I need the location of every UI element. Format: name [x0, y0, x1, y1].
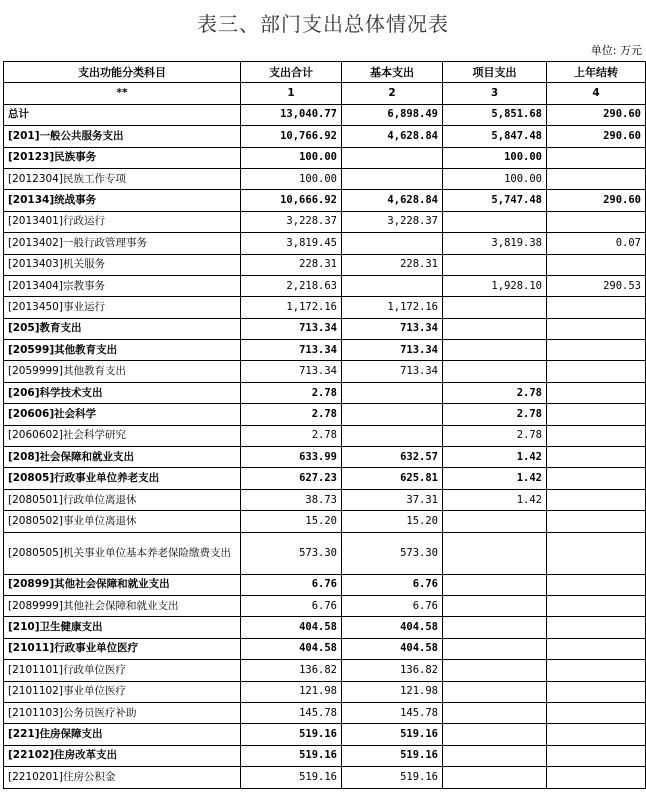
- project-cell: [443, 681, 547, 702]
- basic-cell: 3,228.37: [342, 211, 443, 232]
- carryover-cell: [547, 660, 646, 681]
- total-cell: 2.78: [241, 425, 342, 446]
- total-cell: 2,218.63: [241, 275, 342, 296]
- table-row: [4, 702, 646, 723]
- table-row: [4, 767, 646, 788]
- total-cell: 100.00: [241, 168, 342, 189]
- project-cell: [443, 745, 547, 766]
- project-cell: 1.42: [443, 447, 547, 468]
- table-row: [4, 318, 646, 339]
- table-row: [4, 681, 646, 702]
- category-cell: [210]卫生健康支出: [4, 617, 241, 638]
- total-cell: 2.78: [241, 404, 342, 425]
- total-cell: 6.76: [241, 574, 342, 595]
- total-cell: 573.30: [241, 532, 342, 574]
- total-cell: 713.34: [241, 340, 342, 361]
- total-cell: 627.23: [241, 468, 342, 489]
- project-cell: 5,851.68: [443, 104, 547, 125]
- carryover-cell: [547, 468, 646, 489]
- category-cell: [2013401]行政运行: [4, 211, 241, 232]
- carryover-cell: [547, 297, 646, 318]
- category-cell: [20599]其他教育支出: [4, 340, 241, 361]
- basic-cell: 632.57: [342, 447, 443, 468]
- carryover-cell: [547, 168, 646, 189]
- carryover-cell: [547, 382, 646, 403]
- table-row: [4, 211, 646, 232]
- total-cell: 145.78: [241, 702, 342, 723]
- table-row: [4, 660, 646, 681]
- carryover-cell: [547, 340, 646, 361]
- category-cell: [208]社会保障和就业支出: [4, 447, 241, 468]
- project-cell: [443, 254, 547, 275]
- project-cell: 5,847.48: [443, 126, 547, 147]
- table-body: [4, 104, 646, 788]
- total-cell: 2.78: [241, 382, 342, 403]
- total-cell: 3,819.45: [241, 233, 342, 254]
- category-cell: [2080502]事业单位离退休: [4, 511, 241, 532]
- carryover-cell: 290.53: [547, 275, 646, 296]
- carryover-cell: [547, 489, 646, 510]
- index-cell: 4: [547, 83, 646, 104]
- carryover-cell: [547, 425, 646, 446]
- category-cell: [221]住房保障支出: [4, 724, 241, 745]
- basic-cell: 1,172.16: [342, 297, 443, 318]
- total-cell: 13,040.77: [241, 104, 342, 125]
- carryover-cell: [547, 254, 646, 275]
- total-cell: 228.31: [241, 254, 342, 275]
- project-cell: [443, 340, 547, 361]
- category-cell: [20606]社会科学: [4, 404, 241, 425]
- total-cell: 519.16: [241, 745, 342, 766]
- index-cell: 1: [241, 83, 342, 104]
- category-cell: [2013404]宗教事务: [4, 275, 241, 296]
- category-cell: [2059999]其他教育支出: [4, 361, 241, 382]
- index-cell: 3: [443, 83, 547, 104]
- project-cell: 3,819.38: [443, 233, 547, 254]
- col-header-project: 项目支出: [443, 62, 547, 83]
- basic-cell: [342, 147, 443, 168]
- expenditure-table: [3, 61, 646, 789]
- category-cell: [20899]其他社会保障和就业支出: [4, 574, 241, 595]
- table-row: [4, 511, 646, 532]
- table-row: [4, 638, 646, 659]
- category-cell: [2101103]公务员医疗补助: [4, 702, 241, 723]
- table-row: [4, 233, 646, 254]
- category-cell: [205]教育支出: [4, 318, 241, 339]
- project-cell: 5,747.48: [443, 190, 547, 211]
- carryover-cell: [547, 745, 646, 766]
- table-row: [4, 297, 646, 318]
- table-row: [4, 126, 646, 147]
- project-cell: [443, 767, 547, 788]
- category-cell: [2080505]机关事业单位基本养老保险缴费支出: [4, 532, 241, 574]
- col-header-carryover: 上年结转: [547, 62, 646, 83]
- total-cell: 1,172.16: [241, 297, 342, 318]
- carryover-cell: [547, 702, 646, 723]
- project-cell: 2.78: [443, 382, 547, 403]
- basic-cell: [342, 404, 443, 425]
- project-cell: [443, 318, 547, 339]
- basic-cell: 404.58: [342, 617, 443, 638]
- table-row: [4, 447, 646, 468]
- project-cell: [443, 532, 547, 574]
- basic-cell: 519.16: [342, 745, 443, 766]
- basic-cell: 145.78: [342, 702, 443, 723]
- category-cell: 总计: [4, 104, 241, 125]
- project-cell: [443, 574, 547, 595]
- category-cell: [2012304]民族工作专项: [4, 168, 241, 189]
- basic-cell: 136.82: [342, 660, 443, 681]
- total-cell: 713.34: [241, 361, 342, 382]
- total-cell: 713.34: [241, 318, 342, 339]
- project-cell: 2.78: [443, 404, 547, 425]
- total-cell: 10,766.92: [241, 126, 342, 147]
- table-row: [4, 168, 646, 189]
- category-cell: [2101101]行政单位医疗: [4, 660, 241, 681]
- table-row: [4, 340, 646, 361]
- basic-cell: [342, 168, 443, 189]
- carryover-cell: [547, 361, 646, 382]
- project-cell: 100.00: [443, 168, 547, 189]
- basic-cell: [342, 425, 443, 446]
- basic-cell: 37.31: [342, 489, 443, 510]
- total-cell: 100.00: [241, 147, 342, 168]
- carryover-cell: [547, 574, 646, 595]
- carryover-cell: [547, 447, 646, 468]
- carryover-cell: 290.60: [547, 190, 646, 211]
- project-cell: 2.78: [443, 425, 547, 446]
- project-cell: [443, 724, 547, 745]
- basic-cell: 713.34: [342, 340, 443, 361]
- project-cell: 1.42: [443, 468, 547, 489]
- project-cell: [443, 617, 547, 638]
- table-row: [4, 532, 646, 574]
- basic-cell: 121.98: [342, 681, 443, 702]
- table-row: [4, 104, 646, 125]
- basic-cell: 228.31: [342, 254, 443, 275]
- carryover-cell: [547, 404, 646, 425]
- category-cell: [2210201]住房公积金: [4, 767, 241, 788]
- category-cell: [2013403]机关服务: [4, 254, 241, 275]
- basic-cell: 6.76: [342, 595, 443, 616]
- project-cell: [443, 595, 547, 616]
- table-row: [4, 254, 646, 275]
- category-cell: [2101102]事业单位医疗: [4, 681, 241, 702]
- table-row: [4, 275, 646, 296]
- carryover-cell: [547, 638, 646, 659]
- table-row: [4, 468, 646, 489]
- carryover-cell: [547, 318, 646, 339]
- index-cell: **: [4, 83, 241, 104]
- project-cell: [443, 702, 547, 723]
- total-cell: 121.98: [241, 681, 342, 702]
- basic-cell: 4,628.84: [342, 190, 443, 211]
- basic-cell: 713.34: [342, 318, 443, 339]
- project-cell: [443, 660, 547, 681]
- unit-label: 单位: 万元: [590, 44, 642, 57]
- carryover-cell: [547, 147, 646, 168]
- carryover-cell: [547, 724, 646, 745]
- table-row: [4, 190, 646, 211]
- table-row: [4, 595, 646, 616]
- table-row: [4, 361, 646, 382]
- carryover-cell: 0.07: [547, 233, 646, 254]
- carryover-cell: [547, 681, 646, 702]
- index-row: [4, 83, 646, 104]
- category-cell: [2013450]事业运行: [4, 297, 241, 318]
- basic-cell: 573.30: [342, 532, 443, 574]
- carryover-cell: [547, 617, 646, 638]
- page-title: 表三、部门支出总体情况表: [197, 12, 449, 36]
- total-cell: 3,228.37: [241, 211, 342, 232]
- category-cell: [21011]行政事业单位医疗: [4, 638, 241, 659]
- table-row: [4, 745, 646, 766]
- total-cell: 6.76: [241, 595, 342, 616]
- table-row: [4, 382, 646, 403]
- basic-cell: 519.16: [342, 724, 443, 745]
- basic-cell: 519.16: [342, 767, 443, 788]
- total-cell: 10,666.92: [241, 190, 342, 211]
- table-row: [4, 425, 646, 446]
- category-cell: [20134]统战事务: [4, 190, 241, 211]
- category-cell: [22102]住房改革支出: [4, 745, 241, 766]
- table-row: [4, 617, 646, 638]
- total-cell: 38.73: [241, 489, 342, 510]
- project-cell: 100.00: [443, 147, 547, 168]
- carryover-cell: [547, 511, 646, 532]
- total-cell: 404.58: [241, 638, 342, 659]
- table-row: [4, 489, 646, 510]
- category-cell: [206]科学技术支出: [4, 382, 241, 403]
- carryover-cell: 290.60: [547, 126, 646, 147]
- category-cell: [20805]行政事业单位养老支出: [4, 468, 241, 489]
- basic-cell: 6.76: [342, 574, 443, 595]
- carryover-cell: 290.60: [547, 104, 646, 125]
- category-cell: [20123]民族事务: [4, 147, 241, 168]
- total-cell: 633.99: [241, 447, 342, 468]
- total-cell: 519.16: [241, 767, 342, 788]
- carryover-cell: [547, 211, 646, 232]
- col-header-basic: 基本支出: [342, 62, 443, 83]
- table-row: [4, 574, 646, 595]
- basic-cell: 404.58: [342, 638, 443, 659]
- basic-cell: 15.20: [342, 511, 443, 532]
- project-cell: 1.42: [443, 489, 547, 510]
- category-cell: [2060602]社会科学研究: [4, 425, 241, 446]
- project-cell: [443, 297, 547, 318]
- carryover-cell: [547, 532, 646, 574]
- basic-cell: 6,898.49: [342, 104, 443, 125]
- category-cell: [2089999]其他社会保障和就业支出: [4, 595, 241, 616]
- index-cell: 2: [342, 83, 443, 104]
- category-cell: [201]一般公共服务支出: [4, 126, 241, 147]
- total-cell: 136.82: [241, 660, 342, 681]
- carryover-cell: [547, 767, 646, 788]
- project-cell: [443, 361, 547, 382]
- category-cell: [2013402]一般行政管理事务: [4, 233, 241, 254]
- category-cell: [2080501]行政单位离退休: [4, 489, 241, 510]
- table-row: [4, 724, 646, 745]
- project-cell: [443, 511, 547, 532]
- total-cell: 404.58: [241, 617, 342, 638]
- basic-cell: 4,628.84: [342, 126, 443, 147]
- table-row: [4, 147, 646, 168]
- project-cell: [443, 211, 547, 232]
- basic-cell: [342, 233, 443, 254]
- project-cell: 1,928.10: [443, 275, 547, 296]
- carryover-cell: [547, 595, 646, 616]
- total-cell: 15.20: [241, 511, 342, 532]
- table-row: [4, 404, 646, 425]
- basic-cell: 625.81: [342, 468, 443, 489]
- basic-cell: 713.34: [342, 361, 443, 382]
- col-header-category: 支出功能分类科目: [4, 62, 241, 83]
- basic-cell: [342, 275, 443, 296]
- basic-cell: [342, 382, 443, 403]
- header-row: [4, 62, 646, 83]
- project-cell: [443, 638, 547, 659]
- col-header-total: 支出合计: [241, 62, 342, 83]
- total-cell: 519.16: [241, 724, 342, 745]
